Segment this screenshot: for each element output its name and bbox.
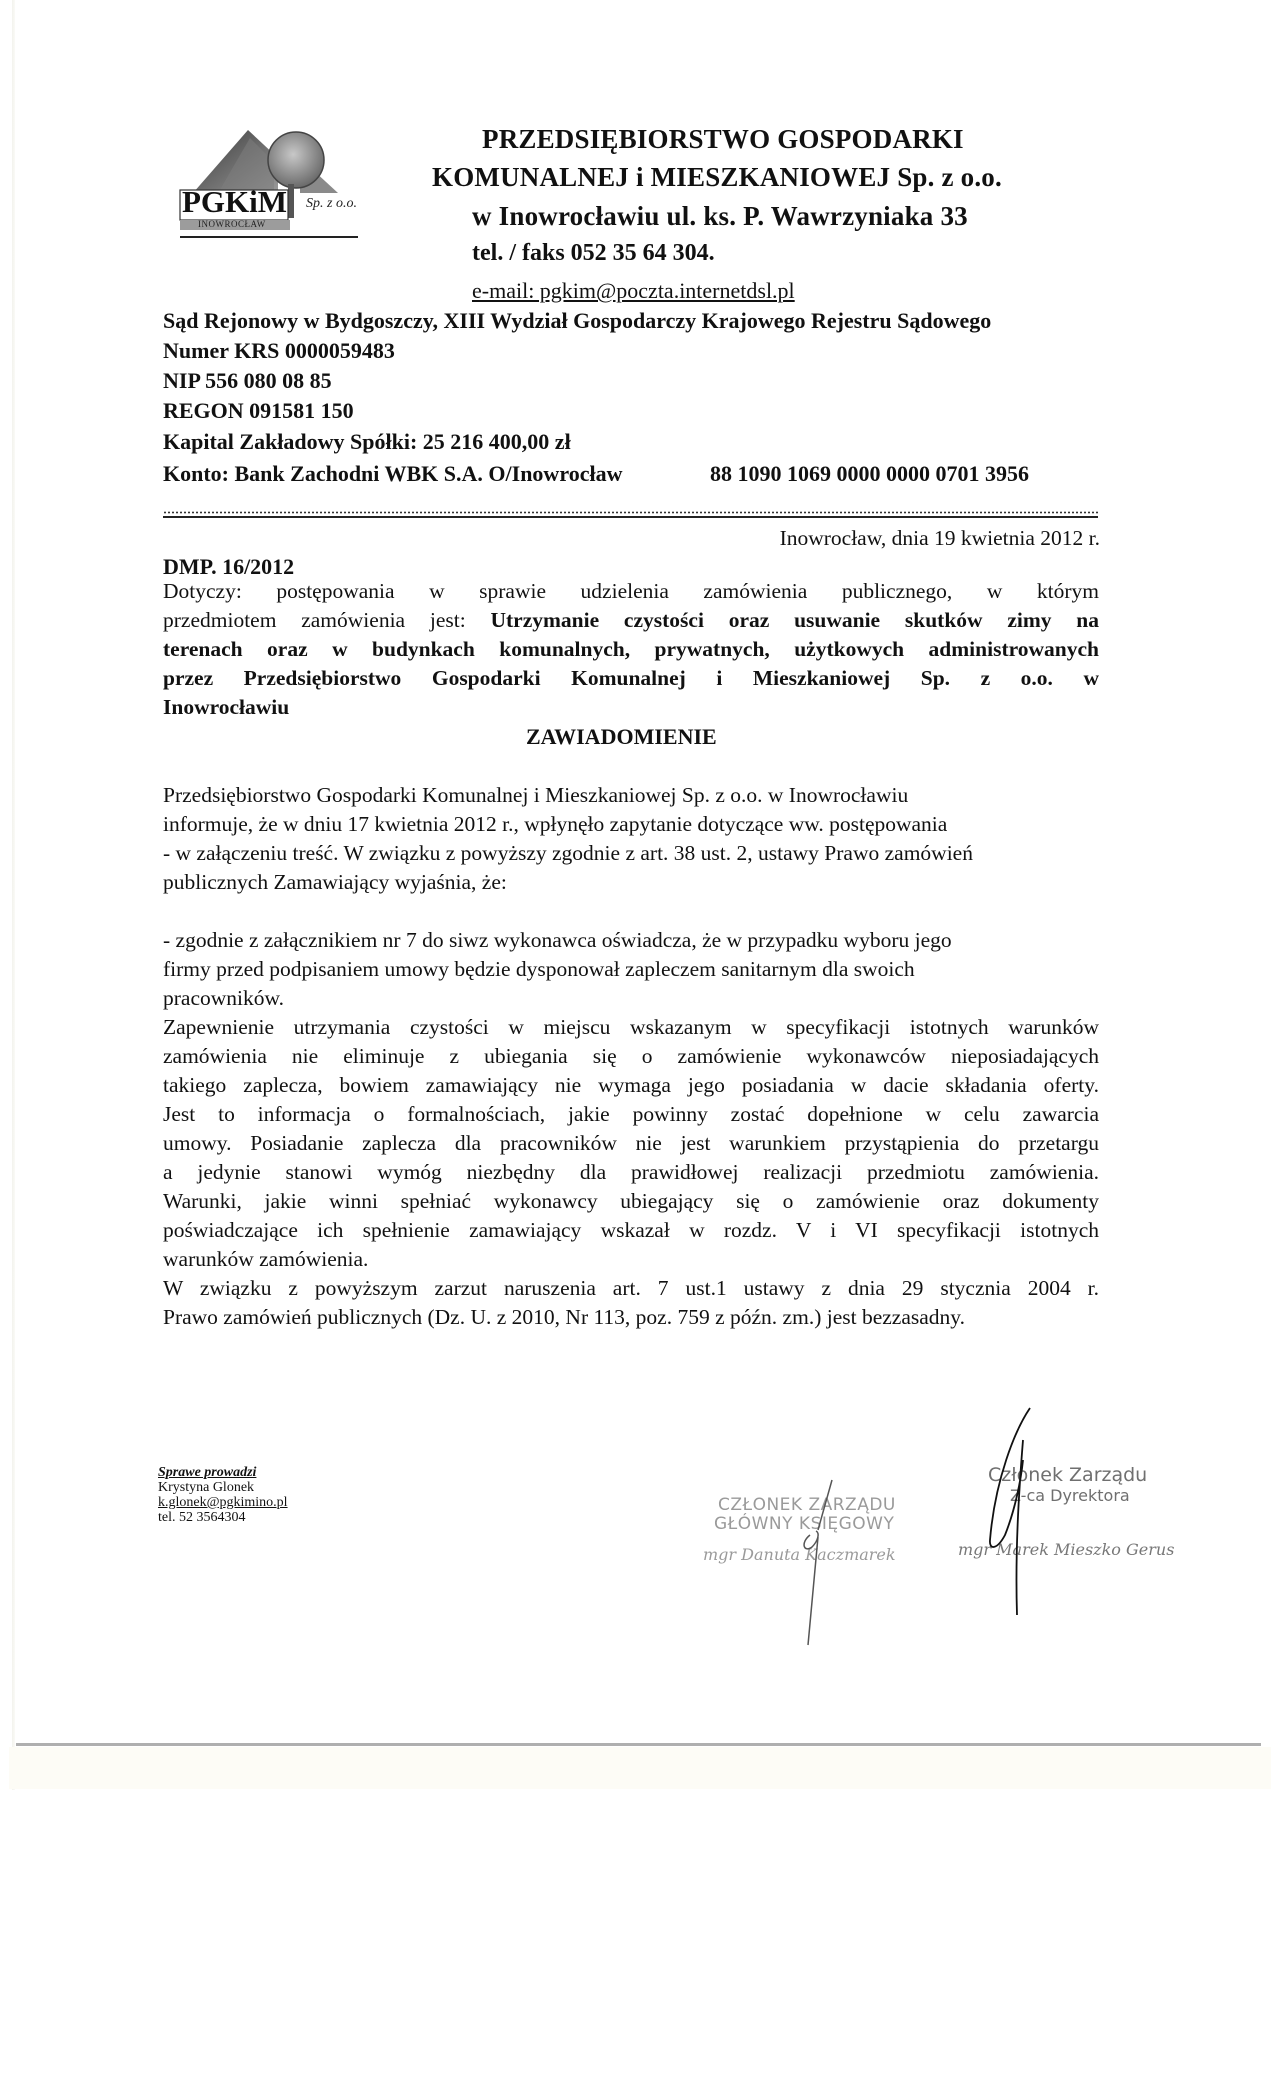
contact-label: Sprawe prowadzi (158, 1465, 257, 1480)
contact-name: Krystyna Glonek (158, 1480, 255, 1495)
company-email-link[interactable]: e-mail: pgkim@poczta.internetdsl.pl (472, 278, 795, 303)
handwritten-signature-icon (985, 1400, 1035, 1620)
company-phone: tel. / faks 052 35 64 304. (472, 240, 715, 266)
scan-bottom-strip (9, 1747, 1271, 1789)
place-date: Inowrocław, dnia 19 kwietnia 2012 r. (779, 526, 1100, 550)
company-name-line1: PRZEDSIĘBIORSTWO GOSPODARKI (482, 124, 964, 154)
company-name-line2: KOMUNALNEJ i MIESZKANIOWEJ Sp. z o.o. (432, 162, 1002, 192)
logo-underline (180, 236, 358, 238)
subject-line: przez Przedsiębiorstwo Gospodarki Komunalnej i Mieszkaniowej Sp. z o.o. w (163, 666, 1099, 690)
company-address: w Inowrocławiu ul. ks. P. Wawrzyniaka 33 (472, 201, 968, 231)
bank-account-name: Konto: Bank Zachodni WBK S.A. O/Inowrocław (163, 461, 623, 486)
company-logo (178, 118, 368, 243)
logo-wordmark: PGKiM (182, 184, 288, 219)
contact-phone: tel. 52 3564304 (158, 1510, 246, 1525)
dotted-separator (163, 511, 1098, 514)
contact-email-link[interactable]: k.glonek@pgkimino.pl (158, 1495, 288, 1510)
bank-account-number: 88 1090 1069 0000 0000 0701 3956 (710, 461, 1029, 486)
logo-subtitle: INOWROCŁAW (198, 219, 266, 229)
subject-line: Dotyczy: postępowania w sprawie udzielenia zamówienia publicznego, w którym (163, 579, 1099, 603)
separator-line (163, 516, 1098, 518)
scan-bottom-edge (16, 1743, 1261, 1746)
document-title: ZAWIADOMIENIE (526, 724, 717, 749)
subject-line: Inowrocławiu (163, 695, 290, 719)
nip-number: NIP 556 080 08 85 (163, 368, 332, 393)
regon-number: REGON 091581 150 (163, 398, 354, 423)
logo-suffix: Sp. z o.o. (306, 196, 357, 211)
scan-left-edge (12, 0, 15, 1790)
subject-line: terenach oraz w budynkach komunalnych, prywatnych, użytkowych administrowanych (163, 637, 1099, 661)
share-capital: Kapital Zakładowy Spółki: 25 216 400,00 zł (163, 429, 571, 454)
handwritten-signature-icon (790, 1475, 850, 1655)
reference-number: DMP. 16/2012 (163, 554, 295, 579)
court-registration: Sąd Rejonowy w Bydgoszczy, XIII Wydział Gospodarczy Krajowego Rejestru Sądowego (163, 308, 992, 333)
krs-number: Numer KRS 0000059483 (163, 338, 395, 363)
subject-line: przedmiotem zamówienia jest: Utrzymanie czystości oraz usuwanie skutków zimy na (163, 608, 1099, 632)
